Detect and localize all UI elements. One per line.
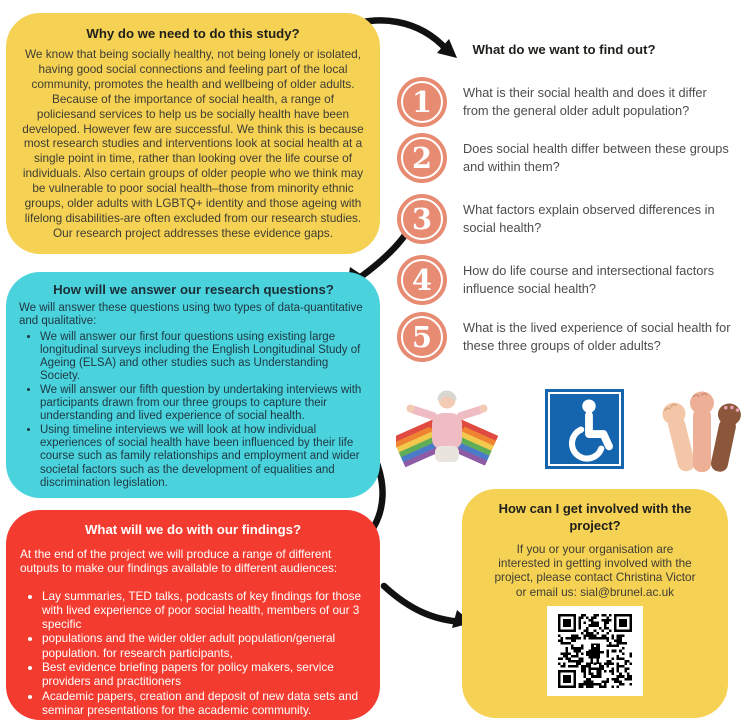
question-row-4 (397, 255, 731, 305)
question-number: 3 (411, 201, 433, 236)
raised-fists-illustration (660, 380, 744, 478)
question-number: 4 (411, 262, 433, 297)
findings-title: What will we do with our findings? (84, 522, 302, 537)
pride-flag-person-illustration (396, 382, 502, 480)
why-study-box (6, 13, 380, 254)
get-involved-title: How can I get involved with the project? (498, 501, 692, 533)
methods-box (6, 272, 380, 498)
disability-symbol (545, 389, 624, 469)
question-number-badge-2 (397, 133, 447, 183)
methods-bullet: • We will answer our first four questions using existing large longitudinal surveys including the English Longitudinal Study of Ageing (ELSA) and other studies such as Understanding Society. (40, 331, 368, 384)
question-row-3 (397, 194, 731, 244)
question-number: 5 (411, 319, 433, 354)
question-number-badge-5 (397, 312, 447, 362)
question-number-badge-4 (397, 255, 447, 305)
question-row-1 (397, 77, 731, 127)
qr-code (547, 606, 643, 696)
find-out-title: What do we want to find out? (472, 42, 656, 57)
question-number: 1 (411, 84, 433, 119)
findings-intro: At the end of the project we will produce a range of different outputs to make our findings available to different audiences: (20, 547, 338, 576)
methods-bullet: • We will answer our fifth question by undertaking interviews with participants drawn from our three groups to capture their understanding and lived experience of social health. (40, 384, 368, 424)
findings-bullet: • Academic papers, creation and deposit of new data sets and seminar presentations for the academic community. (42, 689, 366, 718)
question-text: Does social health differ between these groups and within them? (463, 141, 729, 174)
methods-intro: We will answer these questions using two types of data-quantitative and qualitative: (19, 302, 363, 328)
question-text: What is the lived experience of social health for these three groups of older adults? (463, 320, 731, 353)
get-involved-box (462, 489, 728, 718)
findings-bullet-list (20, 589, 366, 718)
methods-bullet: • Using timeline interviews we will look at how individual experiences of social health have been influenced by their life course such as family relationships and employment and wider societal factors such as the development of equalities and discrimination legislation. (40, 424, 368, 490)
findings-bullet: • Lay summaries, TED talks, podcasts of key findings for those with lived experience of poor social health, members of our 3 specific (42, 589, 366, 632)
findings-box (6, 510, 380, 720)
why-study-body: We know that being socially healthy, not being lonely or isolated, having good social connections and feeling part of the local community, promotes the health and wellbeing of older adults. Because of the importance of social health, a range of policiesand services to help us be socially health have been developed. However few are successful. We think this is because most research studies and interventions look at social health at a single point in time, rather than looking over the life course of individuals. Also certain groups of older people who we think may be vulnerable to poor social health–those from minority ethnic groups, older adults with LGBTQ+ identity and those ageing with lifelong disabilities-are often excluded from our research studies. Our research project addresses these evidence gaps. (22, 47, 364, 240)
question-text: How do life course and intersectional factors influence social health? (463, 263, 715, 296)
findings-bullet: • populations and the wider older adult population/general population. for research participants, (42, 631, 366, 660)
question-row-5 (397, 312, 731, 362)
curved-arrow-red-to-yellow-icon (384, 586, 462, 622)
question-number-badge-3 (397, 194, 447, 244)
question-text: What factors explain observed differences in social health? (463, 202, 715, 235)
question-text: What is their social health and does it differ from the general older adult population? (463, 85, 707, 118)
question-number: 2 (411, 140, 433, 175)
get-involved-body: If you or your organisation are interested in getting involved with the project, please contact Christina Victor or email us: sial@brunel.ac.uk (494, 541, 696, 599)
methods-title: How will we answer our research questions? (53, 282, 334, 297)
why-study-title: Why do we need to do this study? (86, 26, 300, 41)
findings-bullet: • Best evidence briefing papers for policy makers, service providers and practitioners (42, 660, 366, 689)
question-number-badge-1 (397, 77, 447, 127)
methods-bullet-list (19, 331, 368, 491)
question-row-2 (397, 133, 731, 183)
